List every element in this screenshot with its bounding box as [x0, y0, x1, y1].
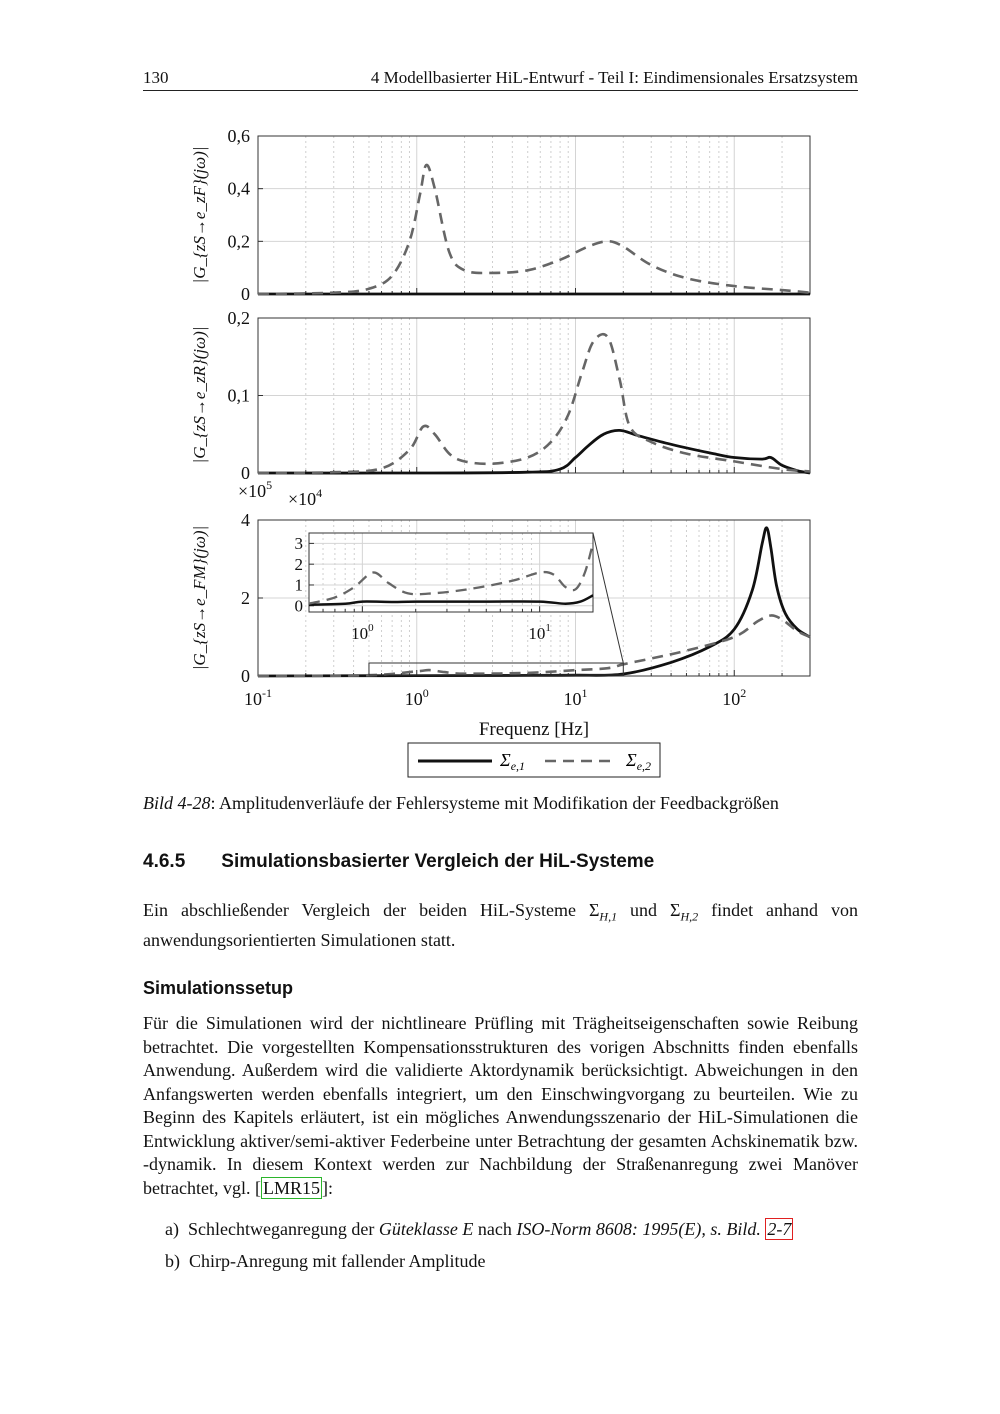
citation-link-lmr15[interactable]: LMR15	[262, 1177, 320, 1198]
plot-bottom	[190, 478, 810, 740]
y-tick-label: 0,2	[227, 231, 250, 252]
y-tick-label: 0,2	[227, 307, 250, 328]
x-tick-label: $10^2$	[722, 686, 747, 709]
y-tick-label: 0,1	[227, 385, 250, 406]
section-number: 4.6.5	[143, 851, 186, 872]
y-multiplier: $\times 10^5$	[238, 478, 273, 501]
y-tick-label: 0,6	[227, 125, 250, 146]
x-tick-label: $10^{-1}$	[244, 686, 272, 709]
x-axis-label: Frequenz [Hz]	[478, 719, 590, 740]
page-number: 130	[143, 68, 169, 87]
y-tick-label: 1	[294, 575, 303, 595]
plot-area	[258, 136, 810, 294]
list-item: a) Schlechtweganregung der Güteklasse E nach ISO-Norm 8608: 1995(E), s. Bild. 2-7	[165, 1219, 792, 1239]
y-tick-label: 0	[241, 462, 250, 483]
y-tick-label: 0	[241, 283, 250, 304]
y-tick-label: 0	[294, 596, 303, 616]
y-tick-label: 2	[241, 587, 250, 608]
inset-x-tick-label: $10^1$	[528, 622, 551, 643]
y-tick-label: 3	[294, 534, 303, 554]
legend-label-se2: $\Sigma_{e,2}$	[626, 750, 652, 773]
y-axis-label: |G_{zS→e_zF}(jω)|	[190, 146, 209, 284]
subheading: Simulationssetup	[143, 978, 294, 998]
legend-label-se1: $\Sigma_{e,1}$	[500, 750, 526, 773]
list-item: b) Chirp-Anregung mit fallender Amplitude	[165, 1251, 486, 1271]
x-tick-label: $10^1$	[563, 686, 588, 709]
section-title: Simulationsbasierter Vergleich der HiL-Systeme	[221, 851, 655, 872]
section-heading	[143, 851, 654, 873]
x-tick-label: $10^0$	[404, 686, 429, 709]
paragraph-setup: Für die Simulationen wird der nichtlineare Prüfling mit Trägheitseigenschaften sowie Reibung betrachtet. Die vorgestellten Kompensationsstrukturen des vorigen Abschnitts finden ebenfalls Anwendung. Außerdem wird die validierte Aktordynamik berücksichtigt. Abweichungen in den Anfangswerten werden ebenfalls integriert, um den Einschwingvorgang zu beurteilen. Wie zu Beginn des Kapitels erläutert, ist ein mögliches Anwendungsszenario der HiL-Simulationen die Entwicklung aktiver/semi-aktiver Federbeine unter Betrachtung der gesamten Achskinematik bzw. -dynamik. In diesem Kontext werden zur Nachbildung der Straßenanregung zwei Manöver betrachtet, vgl. [ LMR15 ]:	[143, 1013, 858, 1198]
paragraph-intro: Ein abschließender Vergleich der beiden HiL-Systeme $\Sigma_{H,1}$ und $\Sigma_{H,2}$ findet anhand von anwendungsorientierten Simulationen statt.	[143, 900, 858, 951]
running-title: 4 Modellbasierter HiL-Entwurf - Teil I: Eindimensionales Ersatzsystem	[370, 68, 858, 87]
y-tick-label: 4	[241, 509, 250, 530]
y-tick-label: 0	[241, 665, 250, 686]
inset-y-multiplier: $\times 10^4$	[288, 486, 323, 509]
plot-top	[190, 126, 810, 304]
y-tick-label: 2	[294, 554, 303, 574]
y-axis-label: |G_{zS→e_zR}(jω)|	[190, 326, 209, 464]
figure-link-2-7[interactable]: 2-7	[767, 1219, 792, 1239]
y-axis-label: |G_{zS→e_FM}(jω)|	[190, 525, 209, 671]
y-tick-label: 0,4	[227, 178, 250, 199]
legend	[408, 743, 660, 777]
plot-middle	[190, 308, 810, 483]
caption-text: : Amplitudenverläufe der Fehlersysteme mit Modifikation der Feedbackgrößen	[210, 793, 779, 813]
inset-x-tick-label: $10^0$	[351, 622, 374, 643]
figure-caption: Bild 4-28: Amplitudenverläufe der Fehlersysteme mit Modifikation der Feedbackgrößen	[143, 793, 779, 813]
